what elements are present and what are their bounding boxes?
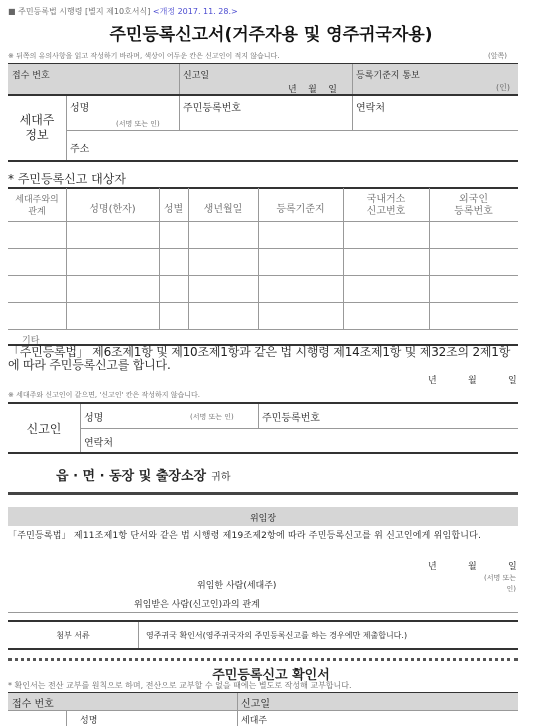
attachment-label: 첨부 서류 (56, 631, 90, 640)
delegation-month: 월 (468, 562, 477, 572)
delegation-relation-label: 위임받은 사람(신고인)과의 관계 (134, 600, 260, 610)
delegation-heading: 위임장 (249, 514, 277, 524)
confirmation-householder-label: 세대주 (241, 716, 268, 726)
col-birthdate: 생년월일 (203, 204, 243, 215)
delegator-sign-hint: (서명 또는 인) (483, 574, 516, 593)
other-label: 기타 (22, 336, 40, 346)
addressee-office: 읍 · 면 · 동장 및 출장소장 (56, 469, 207, 484)
statement-year: 년 (428, 376, 437, 386)
delegation-year: 년 (428, 562, 437, 572)
statement-day: 일 (508, 376, 517, 386)
statement-month: 월 (468, 376, 477, 386)
law-prefix: ■ 주민등록법 시행령 [별지 제10호서식] (8, 7, 151, 16)
attachment-content: 영주귀국 확인서(영주귀국자의 주민등록신고를 하는 경우에만 제출합니다.) (146, 631, 408, 640)
addressee-suffix: 귀하 (211, 472, 231, 483)
confirmation-name-label: 성명 (80, 716, 98, 726)
reporter-sign-hint: (서명 또는 인) (190, 413, 234, 421)
law-reference (8, 6, 238, 17)
confirmation-title: 주민등록신고 확인서 (212, 668, 330, 683)
amended-date: <개정 2017. 11. 28.> (152, 7, 238, 16)
page-side: (앞쪽) (488, 52, 507, 60)
instruction-notice: ※ 뒤쪽의 유의사항을 읽고 작성하기 바라며, 색상이 어두운 칸은 신고인이 적지 않습니다. (8, 52, 280, 60)
report-date-units: 년 월 일 (288, 85, 337, 95)
reporter-name-label: 성명 (84, 413, 104, 424)
householder-label: 세대주 정보 (19, 113, 55, 142)
householder-name-label: 성명 (70, 103, 90, 114)
delegation-day: 일 (508, 562, 517, 572)
declaration-statement: 「주민등록법」 제6조제1항 및 제10조제1항과 같은 법 시행령 제14조제1항 및 제32조의 2제1항에 따라 주민등록신고를 합니다. (8, 345, 511, 372)
confirmation-note: * 확인서는 전산 교부를 원칙으로 하며, 전산으로 교부할 수 없을 때에는 별도로 작성해 교부합니다. (8, 681, 352, 690)
reporter-rrn-label: 주민등록번호 (262, 413, 320, 424)
col-gender: 성별 (163, 204, 184, 215)
reporter-label: 신고인 (26, 422, 62, 436)
receipt-row (8, 64, 518, 94)
reporter-note: ※ 세대주와 신고인이 같으면, '신고인' 칸은 작성하지 않습니다. (8, 391, 201, 399)
receipt-no-label: 접수 번호 (12, 71, 50, 81)
col-relation: 세대주와의 관계 (15, 195, 59, 217)
col-registration-base: 등록기준지 (276, 204, 325, 215)
householder-rrn-label: 주민등록번호 (183, 103, 241, 114)
cut-line (8, 658, 518, 661)
report-date-label: 신고일 (183, 71, 210, 81)
seal-mark: (인) (496, 83, 510, 92)
addressee (56, 465, 230, 484)
confirmation-receipt-no: 접수 번호 (12, 699, 54, 710)
section-divider (8, 492, 518, 495)
householder-sign-hint: (서명 또는 인) (116, 120, 160, 128)
confirmation-report-date: 신고일 (241, 699, 270, 710)
householder-contact-label: 연락처 (356, 103, 385, 114)
col-residence-no: 국내거소 신고번호 (366, 194, 406, 217)
registration-notify-label: 등록기준지 통보 (356, 71, 420, 81)
reporter-contact-label: 연락처 (84, 438, 113, 449)
form-title: 주민등록신고서(거주자용 및 영주귀국자용) (109, 25, 433, 45)
delegator-label: 위임한 사람(세대주) (197, 581, 277, 591)
col-alien-no: 외국인 등록번호 (454, 194, 493, 217)
delegation-text: 「주민등록법」 제11조제1항 단서와 같은 법 시행령 제19조제2항에 따라 주민등록신고를 위 신고인에게 위임합니다. (8, 531, 482, 541)
subjects-heading: * 주민등록신고 대상자 (8, 172, 126, 186)
householder-address-label: 주소 (70, 144, 90, 155)
col-name: 성명(한자) (89, 204, 136, 215)
